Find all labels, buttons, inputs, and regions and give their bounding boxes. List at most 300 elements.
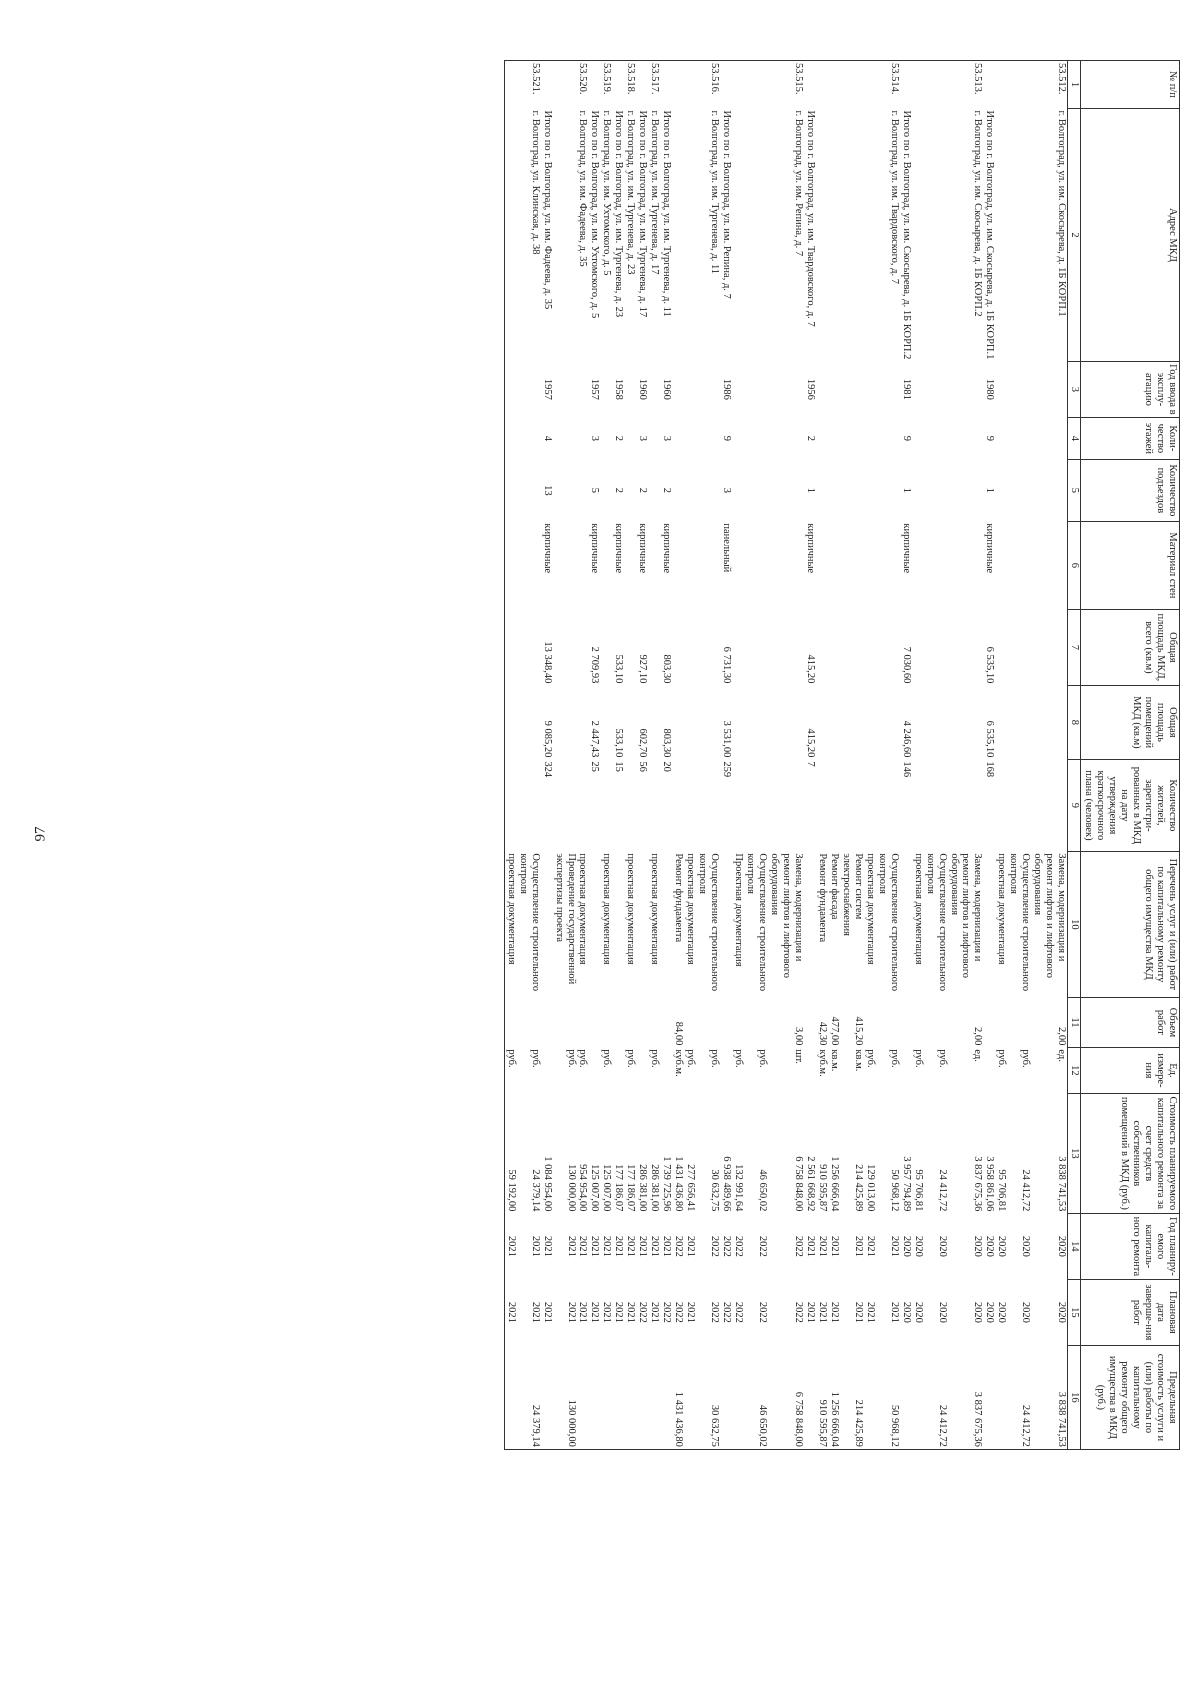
column-number: 12 [1068,1047,1081,1093]
cell-col-4 [624,417,636,459]
cell-col-13: 1 739 725,96 [661,1156,673,1212]
table-row [816,61,828,1450]
cell-col-14: 2021 [661,1235,673,1257]
cell-col-14: 2021 [541,1235,553,1257]
cell-col-1 [1007,61,1031,109]
cell-col-3 [732,361,744,417]
cell-col-6: кирпичные [613,523,625,574]
cell-col-11 [636,997,648,1047]
header-cell: Общая площадь помещений МКД (кв.м) [1081,685,1180,759]
cell-col-5: 13 [541,485,553,496]
cell-col-4 [684,417,696,459]
cell-col-8 [553,685,577,759]
cell-col-12: ед. [1056,1049,1068,1062]
cell-col-12: руб. [601,1049,613,1068]
cell-col-14: 2021 [649,1235,661,1257]
cell-col-1 [816,61,828,109]
cell-col-1: 53.520. [577,61,589,109]
cell-col-6 [1031,521,1067,609]
cell-col-10: Ремонт фундамента [816,853,828,943]
cell-col-10 [804,851,816,997]
cell-col-9 [732,759,744,851]
cell-col-10: Осуществление строительного контроля [876,853,900,992]
page-number: 97 [32,826,49,842]
cell-col-6 [768,521,804,609]
cell-col-12: руб. [709,1049,721,1068]
cell-col-2: г. Волгоград, ул. им. Ухтомского, д. 5 [601,110,613,276]
header-cell: Предельная стоимость услуги и (или) работы по капитальному ремонту общего имущества в МКД (руб.) [1081,1345,1180,1449]
cell-col-9 [912,759,924,851]
cell-col-11 [624,997,636,1047]
cell-col-16 [684,1345,696,1449]
cell-col-16: 3 838 741,53 [1031,1345,1067,1449]
cell-col-13: 3 838 741,53 [1056,1156,1068,1212]
cell-col-3: 1960 [661,378,673,400]
cell-col-9 [600,759,612,851]
cell-col-11 [589,997,601,1047]
cell-col-8: 602,70 [637,728,649,758]
cell-col-5 [828,459,840,521]
cell-col-2 [744,109,768,362]
cell-col-3 [840,361,864,417]
cell-col-3 [672,361,684,417]
cell-col-12: руб. [577,1049,589,1068]
cell-col-10 [720,851,732,997]
cell-col-15: 2021 [529,1301,541,1323]
cell-col-10: Осуществление строительного контроля [924,853,948,992]
column-number: 7 [1068,609,1081,685]
cell-col-7 [995,609,1007,685]
cell-col-5 [577,459,589,521]
cell-col-15: 2020 [900,1301,912,1323]
cell-col-1: 53.519. [600,61,612,109]
cell-col-12: руб. [685,1049,697,1068]
cell-col-5: 1 [804,487,816,494]
cell-col-1 [660,61,672,109]
cell-col-1 [589,61,601,109]
cell-col-7 [600,609,612,685]
cell-col-5 [732,459,744,521]
cell-col-14: 2021 [637,1235,649,1257]
cell-col-1: 53.517. [648,61,660,109]
cell-col-4 [768,417,804,459]
cell-col-16 [589,1345,601,1449]
cell-col-10: проектная документация [601,853,613,965]
cell-col-9 [840,759,864,851]
cell-col-5 [840,459,864,521]
cell-col-5 [876,459,900,521]
cell-col-13: 125 007,00 [589,1164,601,1212]
cell-col-8 [672,685,684,759]
cell-col-4 [864,417,876,459]
cell-col-11 [648,997,660,1047]
cell-col-2 [995,109,1007,362]
cell-col-14: 2022 [757,1235,769,1257]
cell-col-7 [948,609,984,685]
cell-col-14: 2021 [828,1235,840,1257]
cell-col-9 [553,759,577,851]
cell-col-6 [517,521,541,609]
cell-col-1 [636,61,648,109]
cell-col-2: г. Волгоград, ул. им. Тургенева, д. 23 [625,110,637,275]
cell-col-12: руб. [649,1049,661,1068]
cell-col-5 [553,459,577,521]
cell-col-1 [684,61,696,109]
cell-col-15: 2020 [972,1301,984,1323]
cell-col-11: 3,00 [792,1027,804,1046]
cell-col-12: ед. [972,1049,984,1062]
cell-col-16 [900,1345,912,1449]
cell-col-14: 2021 [804,1235,816,1257]
cell-col-11 [660,997,672,1047]
cell-col-2: Итого по г. Волгоград, ул. им. Скосырева, д. 1Б КОРП.1 [984,110,996,360]
cell-col-2: Итого по г. Волгоград, ул. им. Ухтомского, д. 5 [589,110,601,319]
cell-col-12 [804,1047,816,1093]
cell-col-15: 2021 [864,1301,876,1323]
cell-col-11 [600,997,612,1047]
cell-col-5 [684,459,696,521]
cell-col-7: 533,10 [613,654,625,684]
cell-col-4 [948,417,984,459]
cell-col-4: 3 [589,435,601,442]
cell-col-13: 130 000,00 [565,1164,577,1212]
cell-col-9 [648,759,660,851]
cell-col-7 [672,609,684,685]
cell-col-15: 2022 [637,1301,649,1323]
cell-col-1 [864,61,876,109]
cell-col-12: руб. [864,1049,876,1068]
cell-col-3 [517,361,541,417]
cell-col-6 [864,521,876,609]
cell-col-8 [732,685,744,759]
table-row [577,61,589,1450]
rotated-table-container [40,60,1180,1620]
cell-col-8 [864,685,876,759]
cell-col-3: 1980 [984,378,996,400]
cell-col-16 [636,1345,648,1449]
cell-col-4 [517,417,541,459]
cell-col-2: г. Волгоград, ул. им. Тургенева, д. 11 [709,110,721,275]
cell-col-7: 6 535,10 [984,646,996,684]
cell-col-1 [612,61,624,109]
cell-col-2: г. Волгоград, ул. им. Репина, д. 7 [792,110,804,257]
cell-col-4 [1031,417,1067,459]
cell-col-9 [517,759,541,851]
cell-col-7 [816,609,828,685]
cell-col-2 [840,109,864,362]
cell-col-12: руб. [529,1049,541,1068]
cell-col-16 [504,1345,516,1449]
cell-col-11: 42,30 [816,1021,828,1046]
cell-col-4 [696,417,720,459]
cell-col-2 [553,109,577,362]
cell-col-4 [553,417,577,459]
header-cell: № п/п [1081,61,1180,109]
cell-col-12: руб. [936,1049,948,1068]
table-row [612,61,624,1450]
cell-col-7 [768,609,804,685]
cell-col-14: 2022 [792,1235,804,1257]
cell-col-3: 1960 [637,378,649,400]
cell-col-9 [864,759,876,851]
cell-col-10: Осуществление строительного контроля [697,853,721,992]
cell-col-7 [828,609,840,685]
cell-col-11 [744,997,768,1047]
cell-col-11 [684,997,696,1047]
cell-col-2 [828,109,840,362]
cell-col-15: 2021 [613,1301,625,1323]
cell-col-8: 6 535,10 [984,720,996,758]
cell-col-5 [864,459,876,521]
cell-col-1 [804,61,816,109]
cell-col-2: г. Волгоград, ул. им. Тургенева, д. 17 [649,110,661,275]
cell-col-6 [732,521,744,609]
cell-col-7 [517,609,541,685]
cell-col-6 [1007,521,1031,609]
cell-col-11: 2,00 [1056,1027,1068,1046]
cell-col-3 [648,361,660,417]
cell-col-2: Итого по г. Волгоград, ул. им. Тургенева, д. 23 [613,110,625,318]
cell-col-13: 3 837 675,36 [972,1156,984,1212]
cell-col-13: 910 595,87 [816,1164,828,1212]
table-row [541,61,553,1450]
cell-col-5 [912,459,924,521]
cell-col-15: 2021 [504,1279,516,1345]
header-cell: Адрес МКД [1081,109,1180,362]
cell-col-6: кирпичные [637,523,649,574]
cell-col-5 [768,459,804,521]
cell-col-9: 146 [900,761,912,778]
cell-col-16: 1 431 436,80 [672,1345,684,1449]
column-number: 4 [1068,417,1081,459]
cell-col-12: руб. [625,1049,637,1068]
table-row [995,61,1007,1450]
cell-col-10 [541,851,553,997]
cell-col-2: Итого по г. Волгоград, ул. им. Скосырева, д. 1Б КОРП.2 [900,110,912,360]
cell-col-12: руб. [912,1049,924,1068]
cell-col-13: 95 706,81 [996,1169,1008,1212]
cell-col-10: Замена, модернизация и ремонт лифтов и лифтового оборудования [1032,853,1068,979]
cell-col-1 [541,61,553,109]
cell-col-10 [983,851,995,997]
cell-col-9: 20 [661,761,673,772]
cell-col-8 [577,685,589,759]
cell-col-6 [876,521,900,609]
cell-col-7 [1007,609,1031,685]
cell-col-3 [600,361,612,417]
header-cell: Ед. измере-ния [1081,1047,1180,1093]
cell-col-15: 2022 [673,1301,685,1323]
cell-col-9 [768,759,804,851]
cell-col-10: Ремонт фасада [828,853,840,920]
cell-col-12 [660,1047,672,1093]
cell-col-10 [636,851,648,997]
column-number-row [1068,61,1081,1450]
table-row [660,61,672,1450]
cell-col-11 [696,997,720,1047]
column-number: 8 [1068,685,1081,759]
cell-col-13: 3 958 861,06 [984,1156,996,1212]
cell-col-10: проектная документация [625,853,637,965]
cell-col-3: 1957 [541,378,553,400]
cell-col-10: Осуществление строительного контроля [1008,853,1032,992]
cell-col-10: проектная документация [649,853,661,965]
cell-col-1: 53.512. [1031,61,1067,109]
cell-col-13: 6 758 848,00 [792,1156,804,1212]
cell-col-15: 2022 [733,1301,745,1323]
cell-col-4 [504,417,516,459]
cell-col-8 [504,685,516,759]
table-row [864,61,876,1450]
cell-col-11: 415,20 [852,1016,864,1046]
cell-col-2: г. Волгоград, ул. им. Скосырева, д. 1Б КОРП.1 [1056,110,1068,317]
cell-col-11 [504,997,516,1047]
cell-col-4: 9 [900,435,912,442]
cell-col-15: 2021 [649,1301,661,1323]
cell-col-7 [577,609,589,685]
cell-col-2 [732,109,744,362]
cell-col-9: 25 [589,761,601,772]
cell-col-8 [744,685,768,759]
cell-col-10 [900,851,912,997]
cell-col-1: 53.521. [517,61,541,109]
cell-col-7: 2 709,93 [589,646,601,684]
cell-col-5: 2 [613,487,625,494]
cell-col-14: 2020 [912,1235,924,1257]
column-number: 5 [1068,459,1081,521]
cell-col-13: 177 186,07 [613,1164,625,1212]
cell-col-15: 2020 [1056,1301,1068,1323]
cell-col-13: 286 381,00 [637,1164,649,1212]
cell-col-9 [577,759,589,851]
cell-col-9 [744,759,768,851]
cell-col-2 [1007,109,1031,362]
cell-col-7 [876,609,900,685]
cell-col-11 [864,997,876,1047]
cell-col-4 [600,417,612,459]
column-number: 13 [1068,1093,1081,1213]
cell-col-4: 2 [613,435,625,442]
cell-col-9: 15 [613,761,625,772]
cell-col-10: Замена, модернизация и ремонт лифтов и лифтового оборудования [769,853,804,979]
cell-col-15: 2020 [984,1301,996,1323]
header-cell: Объем работ [1081,997,1180,1047]
cell-col-6 [696,521,720,609]
cell-col-16: 24 412,72 [924,1345,948,1449]
table-body [504,61,1068,1450]
cell-col-8 [768,685,804,759]
table-row [804,61,816,1450]
cell-col-7: 13 348,40 [541,641,553,684]
cell-col-7: 6 731,30 [721,646,733,684]
cell-col-15: 2021 [804,1301,816,1323]
cell-col-16: 50 968,12 [876,1345,900,1449]
cell-col-14: 2020 [996,1235,1008,1257]
cell-col-2 [864,109,876,362]
cell-col-10: проектная документация [864,853,876,965]
cell-col-12: руб. [996,1049,1008,1068]
cell-col-1 [983,61,995,109]
cell-col-1 [672,61,684,109]
cell-col-4: 9 [721,435,733,442]
cell-col-14: 2020 [972,1235,984,1257]
cell-col-14: 2021 [601,1235,613,1257]
cell-col-15: 2021 [828,1301,840,1323]
cell-col-3 [684,361,696,417]
cell-col-6 [600,521,612,609]
cell-col-13: 6 938 489,66 [721,1156,733,1212]
cell-col-12 [900,1047,912,1093]
cell-col-14: 2021 [504,1213,516,1279]
cell-col-8 [924,685,948,759]
cell-col-9 [696,759,720,851]
cell-col-10: проектная документация [685,853,697,965]
cell-col-10: проектная документация [504,851,516,997]
cell-col-13: 30 632,75 [709,1169,721,1212]
cell-col-12: руб. [504,1047,516,1093]
cell-col-6 [744,521,768,609]
cell-col-13: 277 656,41 [685,1164,697,1212]
cell-col-10: Замена, модернизация и ремонт лифтов и лифтового оборудования [948,853,984,979]
cell-col-8 [816,685,828,759]
cell-col-10: Ремонт систем электроснабжения [840,853,864,936]
cell-col-10: проектная документация [577,853,589,965]
cell-col-9 [995,759,1007,851]
cell-col-4: 3 [661,435,673,442]
table-row [648,61,660,1450]
cell-col-14: 2020 [936,1235,948,1257]
cell-col-8: 4 246,60 [900,720,912,758]
cell-col-4 [732,417,744,459]
cell-col-5 [504,459,516,521]
cell-col-3 [995,361,1007,417]
cell-col-14: 2020 [1056,1235,1068,1257]
cell-col-15: 2020 [936,1301,948,1323]
cell-col-8 [1031,685,1067,759]
column-number: 3 [1068,361,1081,417]
cell-col-8 [876,685,900,759]
cell-col-1 [828,61,840,109]
cell-col-13: 24 412,72 [1020,1169,1032,1212]
cell-col-8 [684,685,696,759]
header-cell: Количество жителей, зарегистри-рованных в МКД на дату утверждения краткосрочного плана (человек) [1081,759,1180,851]
cell-col-8 [840,685,864,759]
cell-col-8: 2 447,43 [589,720,601,758]
cell-col-1: 53.518. [624,61,636,109]
cell-col-1 [504,61,516,109]
cell-col-2: Итого по г. Волгоград, ул. им. Репина, д. 7 [721,110,733,299]
cell-col-16: 24 412,72 [1007,1345,1031,1449]
cell-col-7 [504,609,516,685]
cell-col-5: 5 [589,487,601,494]
column-number: 10 [1068,851,1081,997]
cell-col-1: 53.513. [948,61,984,109]
cell-col-3 [912,361,924,417]
cell-col-5 [948,459,984,521]
cell-col-16 [612,1345,624,1449]
cell-col-11 [1007,997,1031,1047]
cell-col-11 [732,997,744,1047]
cell-col-10: Осуществление строительного контроля [745,853,769,992]
cell-col-2: Итого по г. Волгоград, ул. им. Тургенева, д. 17 [637,110,649,318]
cell-col-13: 1 084 954,00 [541,1156,553,1212]
cell-col-6: кирпичные [984,523,996,574]
cell-col-10: Проектная документация [733,853,745,967]
cell-col-4 [744,417,768,459]
cell-col-6 [553,521,577,609]
cell-col-6 [828,521,840,609]
cell-col-2 [912,109,924,362]
